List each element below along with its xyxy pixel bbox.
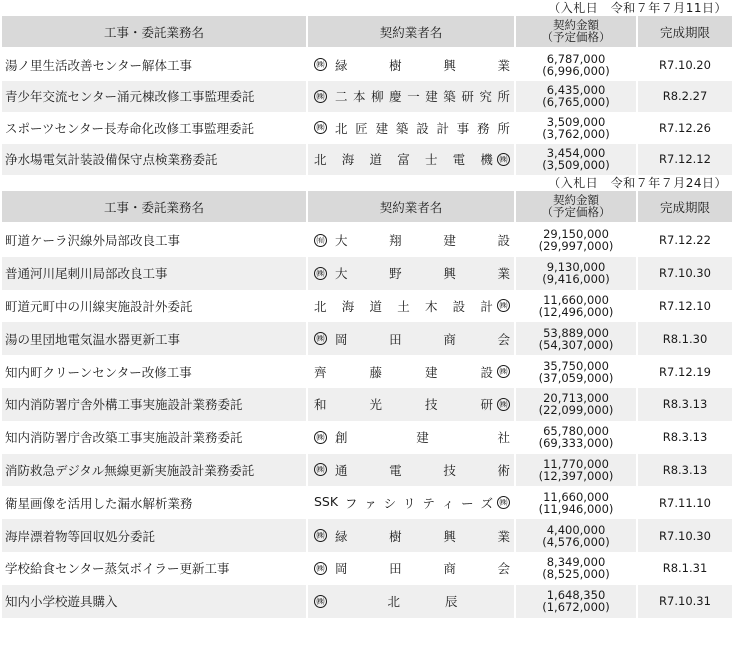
header-amount [515, 16, 637, 48]
due-date: R7.11.10 [659, 495, 711, 510]
contractor-name-char: 一 [407, 89, 420, 105]
contractor-name-char: 建 [425, 89, 438, 105]
company-type-mark: ㈱ [497, 496, 510, 509]
estimated-price: (4,576,000) [542, 534, 610, 549]
table-row [2, 454, 732, 487]
due-date: R8.1.30 [637, 322, 732, 355]
header-amount-label: 契約金額 [553, 193, 599, 207]
amount-cell [515, 48, 637, 81]
contractor-name-char: テ [422, 495, 435, 511]
contractor-name-char: 通 [335, 462, 348, 478]
header-amount-label: 契約金額 [553, 18, 599, 32]
contractor-name-char: 術 [497, 462, 510, 478]
table-row [2, 421, 732, 454]
table-row [2, 585, 732, 618]
contractor-name-char: 研 [461, 89, 474, 105]
bid-date: （入札日 令和７年７月11日） [548, 1, 727, 15]
table-row [2, 388, 732, 421]
contractor-name-char: 務 [477, 120, 490, 136]
contractor-name-char: ァ [364, 495, 377, 511]
contractor-name-char: 北 [314, 298, 327, 314]
table-body [2, 223, 732, 618]
contractor-name-char: 藤 [369, 364, 382, 380]
contractor-name [335, 231, 510, 249]
estimated-price: (11,946,000) [538, 501, 614, 516]
contract-amount: 1,648,350 [546, 588, 606, 603]
contractor-name-char: 岡 [335, 561, 348, 577]
amount-cell [515, 112, 637, 144]
bid-results-table [2, 16, 732, 175]
due-date: R7.12.12 [637, 144, 732, 176]
due-date: R7.12.26 [659, 120, 711, 135]
amount-cell [515, 552, 637, 585]
header-contractor: 契約業者名 [307, 191, 515, 223]
contractor-name [335, 461, 510, 479]
work-name: 町道ケーラ沢線外局部改良工事 [2, 223, 307, 257]
contract-amount: 6,787,000 [546, 51, 606, 66]
contractor-name-char: 設 [480, 364, 493, 380]
table-row [2, 519, 732, 552]
bid-results-table [2, 191, 732, 618]
contractor-name [335, 119, 510, 137]
amount-cell [515, 322, 637, 355]
contract-amount: 3,454,000 [546, 146, 606, 161]
estimated-price: (6,996,000) [542, 63, 610, 78]
contractor-name-char: 設 [452, 298, 466, 314]
company-type-mark: ㈱ [314, 595, 327, 608]
contractor-name-char: 設 [497, 233, 510, 249]
estimated-price: (12,397,000) [538, 468, 614, 483]
company-type-mark: ㈱ [314, 431, 327, 444]
contractor-name-char: 研 [480, 397, 493, 413]
contractor-name-char: 光 [369, 397, 382, 413]
work-name: スポーツセンター長寿命化改修工事監理委託 [2, 112, 307, 144]
contractor-name-char: リ [403, 495, 416, 511]
due-date: R7.10.20 [659, 57, 711, 72]
due-date: R8.2.27 [637, 81, 732, 113]
contractor-name-char: 北 [314, 152, 327, 168]
work-name: 知内消防署庁舎外構工事実施設計業務委託 [2, 388, 307, 421]
due-date: R8.3.13 [637, 388, 732, 421]
table-header-row [2, 16, 732, 48]
estimated-price: (6,765,000) [542, 95, 610, 110]
contract-amount: 35,750,000 [543, 358, 609, 373]
work-name: 青少年交流センター涌元棟改修工事監理委託 [2, 81, 307, 113]
contractor-name-char: 田 [389, 561, 402, 577]
due-date: R7.12.10 [659, 298, 711, 313]
amount-cell [515, 585, 637, 618]
contractor-name-char: 業 [497, 528, 510, 544]
company-type-mark: ㈱ [314, 121, 327, 134]
company-type-mark: ㈱ [314, 562, 327, 575]
amount-cell [515, 81, 637, 113]
contract-amount: 11,770,000 [543, 456, 609, 471]
contract-amount: 11,660,000 [543, 489, 609, 504]
contractor-name-char: 大 [335, 233, 348, 249]
company-type-mark: ㈱ [314, 267, 327, 280]
contractor-name-char: 慶 [389, 89, 402, 105]
contractor-name-char: 二 [335, 89, 348, 105]
contractor-name-char: 緑 [335, 57, 348, 73]
contractor-name-char: 北 [335, 120, 348, 136]
contractor-name-char: 設 [416, 120, 429, 136]
contractor-name-char: 技 [424, 397, 438, 413]
contract-amount: 3,509,000 [546, 114, 606, 129]
contractor-cell [307, 223, 515, 257]
header-estimate-label: （予定価格） [541, 29, 611, 44]
contractor-name-char: 野 [389, 266, 402, 282]
contractor-name [335, 428, 510, 446]
amount-cell [515, 144, 637, 176]
header-work-name: 工事・委託業務名 [2, 191, 307, 223]
contractor-name-char: 技 [443, 462, 456, 478]
estimated-price: (3,509,000) [542, 158, 610, 173]
contractor-cell [307, 322, 515, 355]
work-name: 学校給食センター蒸気ボイラー更新工事 [2, 552, 307, 585]
contractor-name-char: 田 [389, 331, 402, 347]
contractor-name-char: 木 [424, 298, 438, 314]
contractor-name-char: 興 [443, 266, 456, 282]
due-date: R7.10.30 [637, 519, 732, 552]
contractor-name-char: 北 [387, 594, 400, 610]
contractor-name-char: 道 [369, 152, 382, 168]
contractor-name-char: 大 [335, 266, 348, 282]
contractor-name-char: 計 [436, 120, 449, 136]
contractor-cell [307, 290, 515, 323]
estimated-price: (9,416,000) [542, 272, 610, 287]
work-name: 町道元町中の川線実施設計外委託 [2, 290, 307, 323]
contractor-name-char: 築 [395, 120, 409, 136]
company-type-mark: ㈱ [314, 332, 327, 345]
contractor-name-char: 興 [443, 57, 456, 73]
contractor-name-char: 建 [416, 430, 429, 446]
contractor-cell [307, 519, 515, 552]
contractor-name-char: 究 [479, 89, 492, 105]
estimated-price: (8,525,000) [542, 567, 610, 582]
contractor-name-char: 建 [375, 120, 389, 136]
contractor-name-char: 海 [341, 152, 355, 168]
contractor-name [335, 527, 510, 545]
contractor-name-char: 緑 [335, 528, 348, 544]
due-date: R7.12.19 [659, 364, 711, 379]
contract-amount: 8,349,000 [546, 555, 606, 570]
contractor-name-char: 和 [314, 397, 327, 413]
contract-amount: 20,713,000 [543, 391, 609, 406]
contractor-name-char: 柳 [371, 89, 384, 105]
contractor-cell [307, 48, 515, 81]
contractor-name-char: 本 [353, 89, 366, 105]
contractor-name-char: 築 [443, 89, 456, 105]
contractor-name-char: 岡 [335, 331, 348, 347]
work-name: 普通河川尾刺川局部改良工事 [2, 257, 307, 290]
work-name: 知内消防署庁舎改築工事実施設計業務委託 [2, 421, 307, 454]
contractor-cell [307, 257, 515, 290]
contractor-name-char: 建 [443, 233, 456, 249]
company-type-mark: ㈱ [314, 529, 327, 542]
company-type-mark: ㈱ [497, 398, 510, 411]
contractor-name-char: 士 [424, 152, 438, 168]
contractor-cell [307, 355, 515, 388]
contract-amount: 9,130,000 [546, 260, 606, 275]
work-name: 浄水場電気計装設備保守点検業務委託 [2, 144, 307, 176]
contractor-name-char: 機 [480, 152, 493, 168]
table-row [2, 322, 732, 355]
amount-cell [515, 290, 637, 323]
table-row [2, 144, 732, 176]
work-name: 知内小学校遊具購入 [2, 585, 307, 618]
contractor-name [314, 150, 493, 168]
amount-cell [515, 257, 637, 290]
contractor-name-char: 社 [497, 430, 510, 446]
work-name: 衛星画像を活用した漏水解析業務 [2, 486, 307, 519]
contract-amount: 65,780,000 [543, 424, 609, 439]
header-work-name: 工事・委託業務名 [2, 16, 307, 48]
bid-date: （入札日 令和７年７月24日） [548, 176, 727, 190]
estimated-price: (69,333,000) [538, 436, 614, 451]
table-row [2, 355, 732, 388]
amount-cell [515, 519, 637, 552]
contractor-name-char: 所 [497, 120, 510, 136]
contractor-name-char: ィ [441, 495, 455, 511]
contractor-name-char: 事 [456, 120, 470, 136]
contractor-name-char: 電 [452, 152, 466, 168]
work-name: 知内町クリーンセンター改修工事 [2, 355, 307, 388]
contractor-name-char: 道 [369, 298, 382, 314]
contractor-name-char: 業 [497, 57, 510, 73]
estimated-price: (12,496,000) [538, 304, 614, 319]
contractor-cell [307, 144, 515, 176]
table-header-row [2, 191, 732, 223]
contractor-name [335, 330, 510, 348]
table-row [2, 81, 732, 113]
contractor-name [335, 56, 510, 74]
contractor-name-char: 匠 [355, 120, 368, 136]
contractor-name-char: 会 [497, 561, 510, 577]
contractor-name-char: 計 [480, 298, 493, 314]
table-body [2, 48, 732, 175]
header-contractor: 契約業者名 [307, 16, 515, 48]
contractor-name-char: 業 [497, 266, 510, 282]
table-row [2, 290, 732, 323]
contractor-name-char: 建 [424, 364, 438, 380]
due-date: R7.10.30 [637, 257, 732, 290]
contract-amount: 29,150,000 [543, 227, 609, 242]
table-row [2, 112, 732, 144]
contractor-name-char: 樹 [389, 528, 402, 544]
contractor-name [335, 87, 510, 105]
contractor-name-char: ズ [480, 495, 493, 511]
company-type-mark: ㈱ [314, 463, 327, 476]
company-type-mark: ㈱ [497, 365, 510, 378]
contractor-cell [307, 585, 515, 618]
estimated-price: (3,762,000) [542, 126, 610, 141]
amount-cell [515, 454, 637, 487]
contractor-name-char: 会 [497, 331, 510, 347]
contractor-cell [307, 112, 515, 144]
contractor-name [314, 297, 493, 315]
contractor-name [335, 592, 510, 610]
contractor-cell [307, 486, 515, 519]
due-date: R8.1.31 [662, 561, 708, 576]
contractor-name [314, 395, 493, 413]
contractor-name-char: 商 [443, 331, 456, 347]
contract-amount: 11,660,000 [543, 292, 609, 307]
contractor-name [335, 559, 510, 577]
contractor-name-char: 翔 [389, 233, 402, 249]
contractor-name-char: 商 [443, 561, 456, 577]
contractor-cell [307, 552, 515, 585]
amount-cell [515, 421, 637, 454]
header-estimate-label: （予定価格） [541, 204, 611, 219]
due-date: R8.3.13 [637, 454, 732, 487]
contractor-name-char: 土 [397, 298, 410, 314]
contractor-name-char: 創 [335, 430, 348, 446]
contractor-name-char: 辰 [444, 594, 458, 610]
contract-amount: 4,400,000 [546, 522, 606, 537]
contractor-cell [307, 454, 515, 487]
amount-cell [515, 223, 637, 257]
amount-cell [515, 355, 637, 388]
table-row [2, 486, 732, 519]
contractor-name-char: 興 [443, 528, 456, 544]
work-name: 湯ノ里生活改善センター解体工事 [2, 48, 307, 81]
estimated-price: (29,997,000) [538, 239, 614, 254]
contractor-name-char: フ [344, 495, 358, 511]
estimated-price: (37,059,000) [538, 370, 614, 385]
contract-amount: 6,435,000 [546, 83, 606, 98]
company-type-mark: ㈲ [314, 234, 327, 247]
table-row [2, 48, 732, 81]
table-row [2, 223, 732, 257]
contractor-name-char: SSK [314, 493, 339, 509]
work-name: 消防救急デジタル無線更新実施設計業務委託 [2, 454, 307, 487]
work-name: 海岸漂着物等回収処分委託 [2, 519, 307, 552]
contractor-name-char: 所 [497, 89, 510, 105]
contractor-name-char: 海 [341, 298, 355, 314]
amount-cell [515, 486, 637, 519]
contractor-name-char: シ [383, 495, 397, 511]
contractor-name-char: 樹 [389, 57, 402, 73]
company-type-mark: ㈱ [497, 153, 510, 166]
table-row [2, 552, 732, 585]
estimated-price: (1,672,000) [542, 600, 610, 615]
contractor-name [314, 363, 493, 381]
contract-amount: 53,889,000 [543, 325, 609, 340]
work-name: 湯の里団地電気温水器更新工事 [2, 322, 307, 355]
table-row [2, 257, 732, 290]
contractor-name-char: 富 [397, 152, 410, 168]
contractor-cell [307, 81, 515, 113]
amount-cell [515, 388, 637, 421]
estimated-price: (22,099,000) [538, 403, 614, 418]
contractor-name-char: 電 [389, 462, 402, 478]
contractor-name-char: 齊 [314, 364, 327, 380]
due-date: R7.10.31 [637, 585, 732, 618]
company-type-mark: ㈱ [497, 299, 510, 312]
due-date: R7.12.22 [659, 233, 711, 248]
contractor-name [335, 264, 510, 282]
estimated-price: (54,307,000) [538, 337, 614, 352]
contractor-name [314, 494, 493, 512]
due-date: R8.3.13 [662, 430, 708, 445]
header-due-date: 完成期限 [637, 191, 732, 223]
header-due-date: 完成期限 [637, 16, 732, 48]
contractor-name-char: ー [461, 495, 474, 511]
company-type-mark: ㈱ [314, 90, 327, 103]
contractor-cell [307, 388, 515, 421]
header-amount [515, 191, 637, 223]
company-type-mark: ㈱ [314, 58, 327, 71]
contractor-cell [307, 421, 515, 454]
